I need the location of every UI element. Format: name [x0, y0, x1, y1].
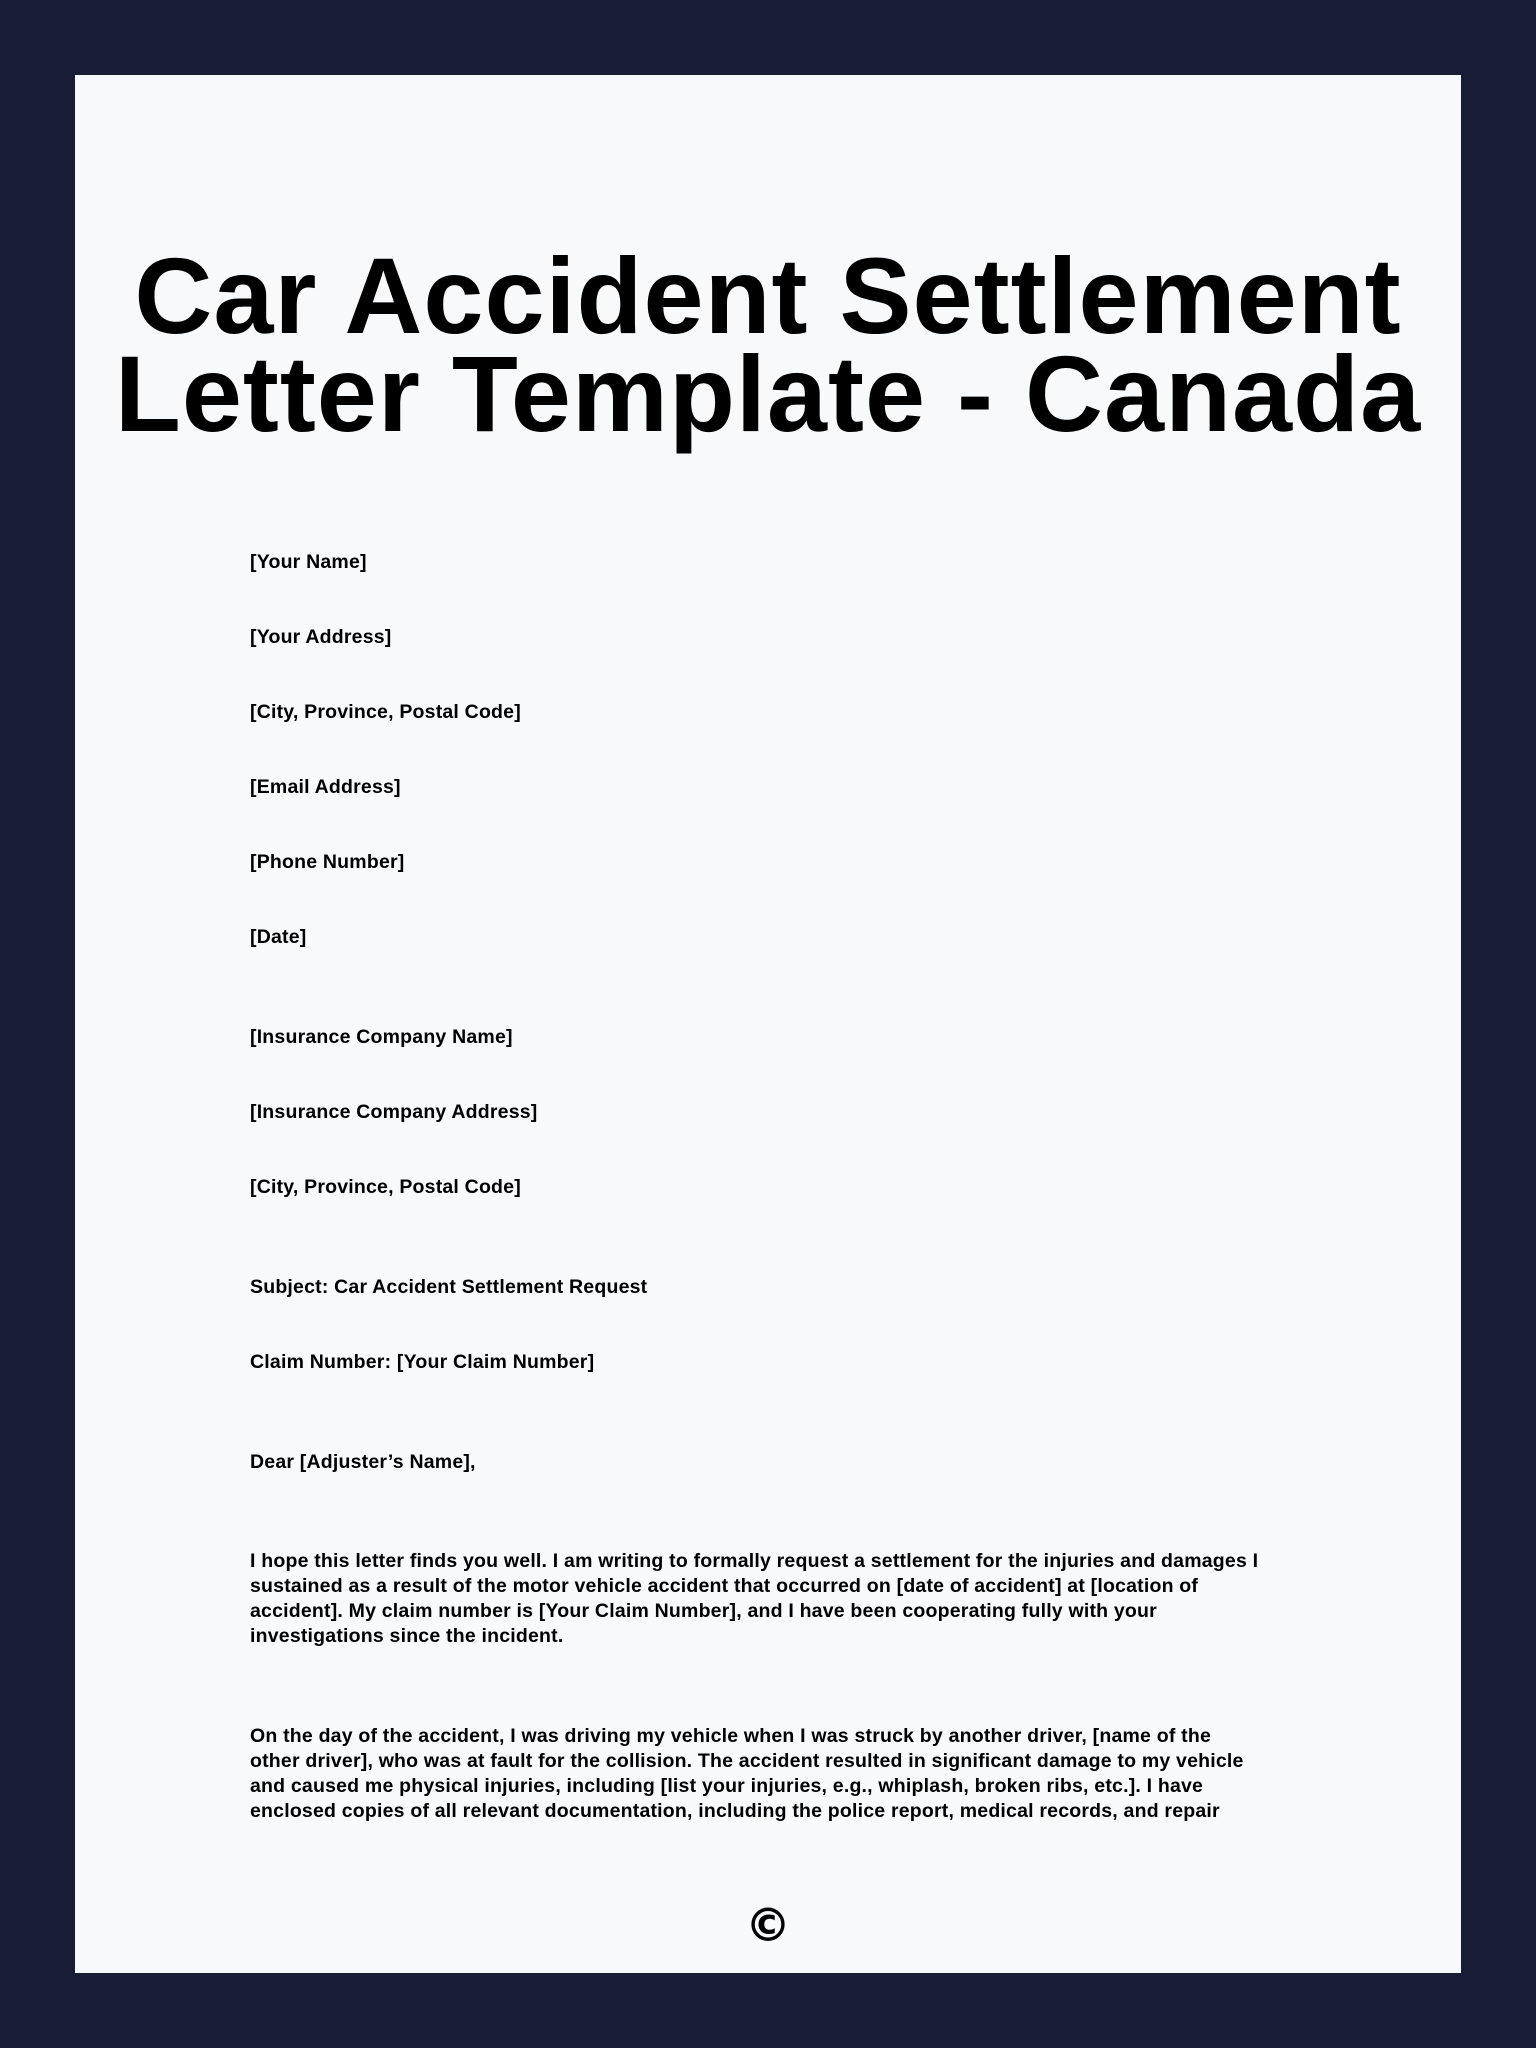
sender-address: [Your Address]	[250, 626, 392, 648]
salutation: Dear [Adjuster’s Name],	[250, 1451, 476, 1473]
paragraph-1	[250, 1549, 1330, 1649]
copyright-icon: ©	[745, 1898, 791, 1952]
paragraph-2	[250, 1724, 1330, 1824]
paragraph-2-line: On the day of the accident, I was driving my vehicle when I was struck by another driver, [name of the	[250, 1725, 1211, 1747]
recipient-address: [Insurance Company Address]	[250, 1101, 538, 1123]
sender-email: [Email Address]	[250, 776, 401, 798]
sender-name: [Your Name]	[250, 551, 367, 573]
paragraph-1-line: I hope this letter finds you well. I am writing to formally request a settlement for the injuries and damages I	[250, 1550, 1259, 1572]
paragraph-1-line: accident]. My claim number is [Your Claim Number], and I have been cooperating fully with your	[250, 1600, 1157, 1622]
recipient-company: [Insurance Company Name]	[250, 1026, 513, 1048]
claim-number: Claim Number: [Your Claim Number]	[250, 1351, 595, 1373]
paragraph-2-line: enclosed copies of all relevant documentation, including the police report, medical records, and repair	[250, 1800, 1220, 1822]
title-line-1: Car Accident Settlement	[134, 235, 1402, 356]
title-line-2: Letter Template - Canada	[114, 333, 1422, 454]
paragraph-2-line: other driver], who was at fault for the collision. The accident resulted in significant damage to my vehicle	[250, 1750, 1244, 1772]
document-page	[75, 75, 1461, 1973]
letter-body	[250, 75, 1370, 1973]
sender-city: [City, Province, Postal Code]	[250, 701, 521, 723]
paragraph-1-line: sustained as a result of the motor vehicle accident that occurred on [date of accident] at [location of	[250, 1575, 1199, 1597]
recipient-city: [City, Province, Postal Code]	[250, 1176, 521, 1198]
sender-phone: [Phone Number]	[250, 851, 405, 873]
subject-line: Subject: Car Accident Settlement Request	[250, 1276, 648, 1298]
letter-date: [Date]	[250, 926, 307, 948]
paragraph-1-line: investigations since the incident.	[250, 1625, 564, 1647]
paragraph-2-line: and caused me physical injuries, including [list your injuries, e.g., whiplash, broken ribs, etc.]. I have	[250, 1775, 1204, 1797]
